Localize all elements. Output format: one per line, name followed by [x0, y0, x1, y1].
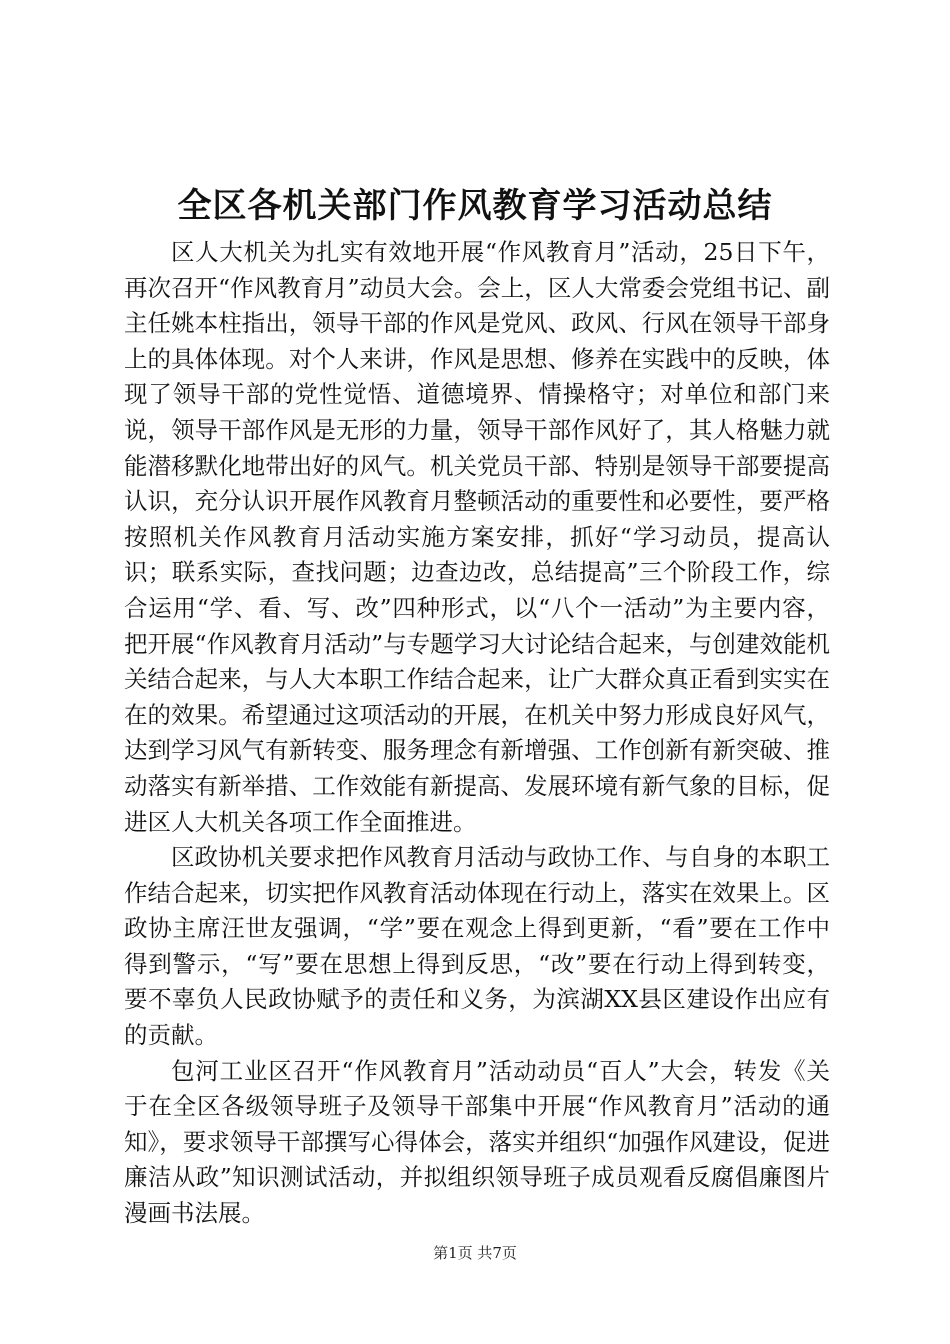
paragraph-cppcc: 区政协机关要求把作风教育月活动与政协工作、与自身的本职工作结合起来，切实把作风教育活动体现在行动上，落实在效果上。区政协主席汪世友强调，“学”要在观念上得到更新，“看”要在工作中得到警示，“写”要在思想上得到反思，“改”要在行动上得到转变，要不辜负人民政协赋予的责任和义务，为滨湖XX县区建设作出应有的贡献。 — [124, 843, 830, 1050]
document-body — [124, 235, 830, 1232]
page-number-footer: 第1页 共7页 — [433, 1244, 517, 1262]
document-title: 全区各机关部门作风教育学习活动总结 — [177, 186, 773, 226]
paragraph-people-congress: 区人大机关为扎实有效地开展“作风教育月”活动，25日下午，再次召开“作风教育月”动员大会。会上，区人大常委会党组书记、副主任姚本柱指出，领导干部的作风是党风、政风、行风在领导干部身上的具体体现。对个人来讲，作风是思想、修养在实践中的反映，体现了领导干部的党性觉悟、道德境界、情操格守；对单位和部门来说，领导干部作风是无形的力量，领导干部作风好了，其人格魅力就能潜移默化地带出好的风气。机关党员干部、特别是领导干部要提高认识，充分认识开展作风教育月整顿活动的重要性和必要性，要严格按照机关作风教育月活动实施方案安排，抓好“学习动员，提高认识；联系实际，查找问题；边查边改，总结提高”三个阶段工作，综合运用“学、看、写、改”四种形式，以“八个一活动”为主要内容，把开展“作风教育月活动”与专题学习大讨论结合起来，与创建效能机关结合起来，与人大本职工作结合起来，让广大群众真正看到实实在在的效果。希望通过这项活动的开展，在机关中努力形成良好风气，达到学习风气有新转变、服务理念有新增强、工作创新有新突破、推动落实有新举措、工作效能有新提高、发展环境有新气象的目标，促进区人大机关各项工作全面推进。 — [124, 238, 830, 836]
paragraph-industrial-zone: 包河工业区召开“作风教育月”活动动员“百人”大会，转发《关于在全区各级领导班子及领导干部集中开展“作风教育月”活动的通知》，要求领导干部撰写心得体会，落实并组织“加强作风建设，促进廉洁从政”知识测试活动，并拟组织领导班子成员观看反腐倡廉图片漫画书法展。 — [124, 1056, 830, 1228]
